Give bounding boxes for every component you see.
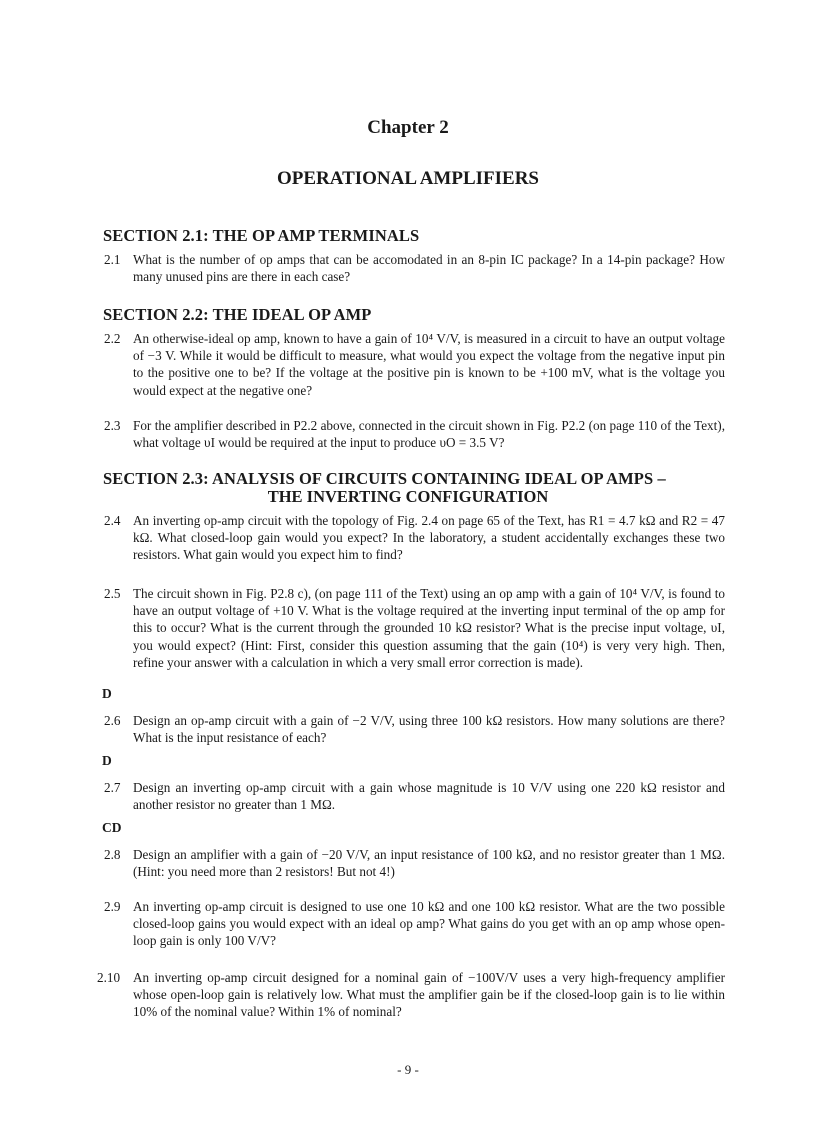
design-flag: D [102, 753, 112, 768]
problem-text: An inverting op-amp circuit designed for a nominal gain of −100V/V uses a very high-frequency amplifier whose open-loop gain is relatively low. What must the amplifier gain be if the closed-loop gain is to lie within 10% of the nominal value? Within 1% of nominal? [133, 970, 725, 1020]
problem-text: An otherwise-ideal op amp, known to have a gain of 10⁴ V/V, is measured in a circuit to have an output voltage of −3 V. While it would be difficult to measure, what would you expect the voltage from the negative input pin to the positive one to be? If the voltage at the positive pin is known to be +100 mV, what is the voltage you would expect at the negative one? [133, 331, 725, 398]
problem-text: An inverting op-amp circuit with the topology of Fig. 2.4 on page 65 of the Text, has R1 = 4.7 kΩ and R2 = 47 kΩ. What closed-loop gain would you expect? In the laboratory, a student accidentally exchanges these two resistors. What gain would you expect him to find? [133, 513, 725, 563]
problem-number: 2.7 [104, 780, 121, 795]
problem-number: 2.6 [104, 713, 121, 728]
computer-design-flag: CD [102, 820, 122, 835]
problem-number: 2.8 [104, 847, 121, 862]
problem-number: 2.9 [104, 899, 121, 914]
section-heading-2-3: SECTION 2.3: ANALYSIS OF CIRCUITS CONTAINING IDEAL OP AMPS – [103, 469, 666, 488]
problem-number: 2.10 [97, 970, 121, 985]
problem-text: An inverting op-amp circuit is designed to use one 10 kΩ and one 100 kΩ resistor. What are the two possible closed-loop gains you would expect with an ideal op amp? What gains do you get with an op amp whose open-loop gain is only 100 V/V? [133, 899, 725, 949]
problem-number: 2.1 [104, 252, 121, 267]
section-heading-2-2: SECTION 2.2: THE IDEAL OP AMP [103, 305, 372, 324]
problem-number: 2.3 [104, 418, 121, 433]
problem-text: What is the number of op amps that can be accomodated in an 8-pin IC package? In a 14-pin package? How many unused pins are there in each case? [133, 252, 725, 285]
problem-text: Design an amplifier with a gain of −20 V/V, an input resistance of 100 kΩ, and no resistor greater than 1 MΩ. (Hint: you need more than 2 resistors! But not 4!) [133, 847, 725, 880]
page-number: - 9 - [397, 1062, 419, 1077]
problem-text: Design an inverting op-amp circuit with a gain whose magnitude is 10 V/V using one 220 kΩ resistor and another resistor no greater than 1 MΩ. [133, 780, 725, 813]
section-heading-2-1: SECTION 2.1: THE OP AMP TERMINALS [103, 226, 420, 245]
design-flag: D [102, 686, 112, 701]
problem-number: 2.4 [104, 513, 121, 528]
problem-text: For the amplifier described in P2.2 above, connected in the circuit shown in Fig. P2.2 (on page 110 of the Text), what voltage υI would be required at the input to produce υO = 3.5 V? [133, 418, 725, 451]
chapter-title: OPERATIONAL AMPLIFIERS [277, 168, 539, 189]
problem-number: 2.2 [104, 331, 121, 346]
problem-number: 2.5 [104, 586, 121, 601]
section-heading-2-3-subtitle: THE INVERTING CONFIGURATION [267, 487, 549, 506]
problem-text: Design an op-amp circuit with a gain of −2 V/V, using three 100 kΩ resistors. How many solutions are there? What is the input resistance of each? [133, 713, 725, 746]
chapter-heading: Chapter 2 [367, 117, 449, 138]
problem-text: The circuit shown in Fig. P2.8 c), (on page 111 of the Text) using an op amp with a gain of 10⁴ V/V, is found to have an output voltage of +10 V. What is the voltage required at the inverting input terminal of the op amp for this to occur? What is the current through the grounded 10 kΩ resistor? What is the precise input voltage, υI, you would expect? (Hint: First, consider this question assuming that the gain (10⁴) is very very high. Then, refine your answer with a calculation in which a very small error correction is made). [133, 586, 725, 670]
